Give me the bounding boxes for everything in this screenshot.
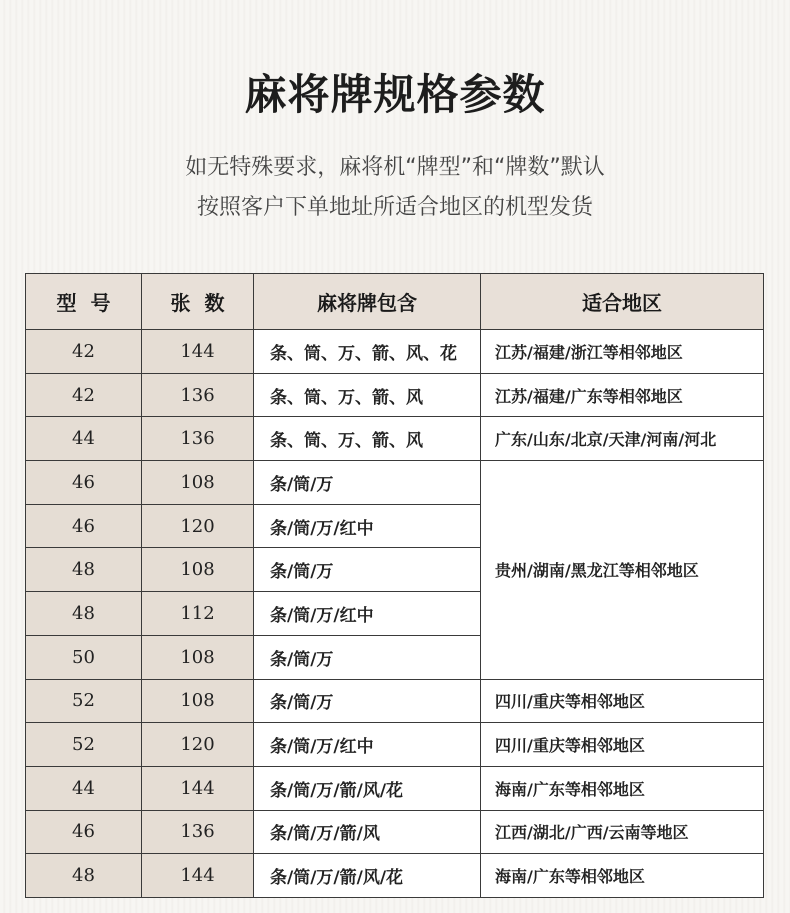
cell-tiles: 条/筒/万/红中 [254, 592, 481, 636]
cell-count: 144 [142, 330, 254, 374]
cell-count: 112 [142, 592, 254, 636]
table-row [26, 723, 764, 767]
cell-tiles: 条/筒/万/红中 [254, 504, 481, 548]
cell-model: 48 [26, 548, 142, 592]
cell-region: 海南/广东等相邻地区 [481, 766, 764, 810]
table-row [26, 417, 764, 461]
cell-model: 42 [26, 373, 142, 417]
table-row [26, 854, 764, 898]
cell-model: 46 [26, 810, 142, 854]
cell-region: 广东/山东/北京/天津/河南/河北 [481, 417, 764, 461]
table-body [26, 330, 764, 898]
header-model: 型 号 [26, 274, 142, 330]
subtitle-line-2: 按照客户下单地址所适合地区的机型发货 [196, 195, 593, 220]
cell-tiles: 条/筒/万/箭/风 [254, 810, 481, 854]
cell-region: 贵州/湖南/黑龙江等相邻地区 [481, 461, 764, 679]
cell-tiles: 条/筒/万 [254, 548, 481, 592]
cell-model: 52 [26, 723, 142, 767]
cell-count: 120 [142, 504, 254, 548]
header-tiles: 麻将牌包含 [254, 274, 481, 330]
cell-count: 136 [142, 373, 254, 417]
cell-region: 海南/广东等相邻地区 [481, 854, 764, 898]
table-row [26, 766, 764, 810]
cell-tiles: 条/筒/万/箭/风/花 [254, 766, 481, 810]
cell-model: 46 [26, 504, 142, 548]
cell-model: 52 [26, 679, 142, 723]
cell-count: 144 [142, 766, 254, 810]
cell-model: 48 [26, 854, 142, 898]
cell-tiles: 条/筒/万 [254, 635, 481, 679]
cell-model: 44 [26, 417, 142, 461]
cell-tiles: 条/筒/万 [254, 679, 481, 723]
cell-count: 108 [142, 679, 254, 723]
subtitle-line-1: 如无特殊要求，麻将机“牌型”和“牌数”默认 [185, 155, 605, 180]
cell-count: 144 [142, 854, 254, 898]
cell-count: 108 [142, 548, 254, 592]
cell-model: 50 [26, 635, 142, 679]
cell-region: 江苏/福建/广东等相邻地区 [481, 373, 764, 417]
header-region: 适合地区 [481, 274, 764, 330]
table-row [26, 810, 764, 854]
cell-tiles: 条/筒/万/红中 [254, 723, 481, 767]
cell-tiles: 条/筒/万/箭/风/花 [254, 854, 481, 898]
cell-tiles: 条、筒、万、箭、风 [254, 417, 481, 461]
spec-table [25, 273, 764, 898]
cell-region: 江苏/福建/浙江等相邻地区 [481, 330, 764, 374]
cell-count: 136 [142, 810, 254, 854]
cell-tiles: 条、筒、万、箭、风 [254, 373, 481, 417]
page-title: 麻将牌规格参数 [244, 70, 546, 119]
cell-model: 44 [26, 766, 142, 810]
table-row [26, 679, 764, 723]
table-row [26, 461, 764, 505]
cell-tiles: 条/筒/万 [254, 461, 481, 505]
cell-model: 48 [26, 592, 142, 636]
cell-count: 108 [142, 635, 254, 679]
cell-count: 108 [142, 461, 254, 505]
table-row [26, 330, 764, 374]
cell-region: 四川/重庆等相邻地区 [481, 723, 764, 767]
cell-count: 120 [142, 723, 254, 767]
header-count: 张 数 [142, 274, 254, 330]
cell-tiles: 条、筒、万、箭、风、花 [254, 330, 481, 374]
table-header-row [26, 274, 764, 330]
cell-model: 46 [26, 461, 142, 505]
cell-region: 江西/湖北/广西/云南等地区 [481, 810, 764, 854]
cell-region: 四川/重庆等相邻地区 [481, 679, 764, 723]
table-row [26, 373, 764, 417]
cell-count: 136 [142, 417, 254, 461]
cell-model: 42 [26, 330, 142, 374]
